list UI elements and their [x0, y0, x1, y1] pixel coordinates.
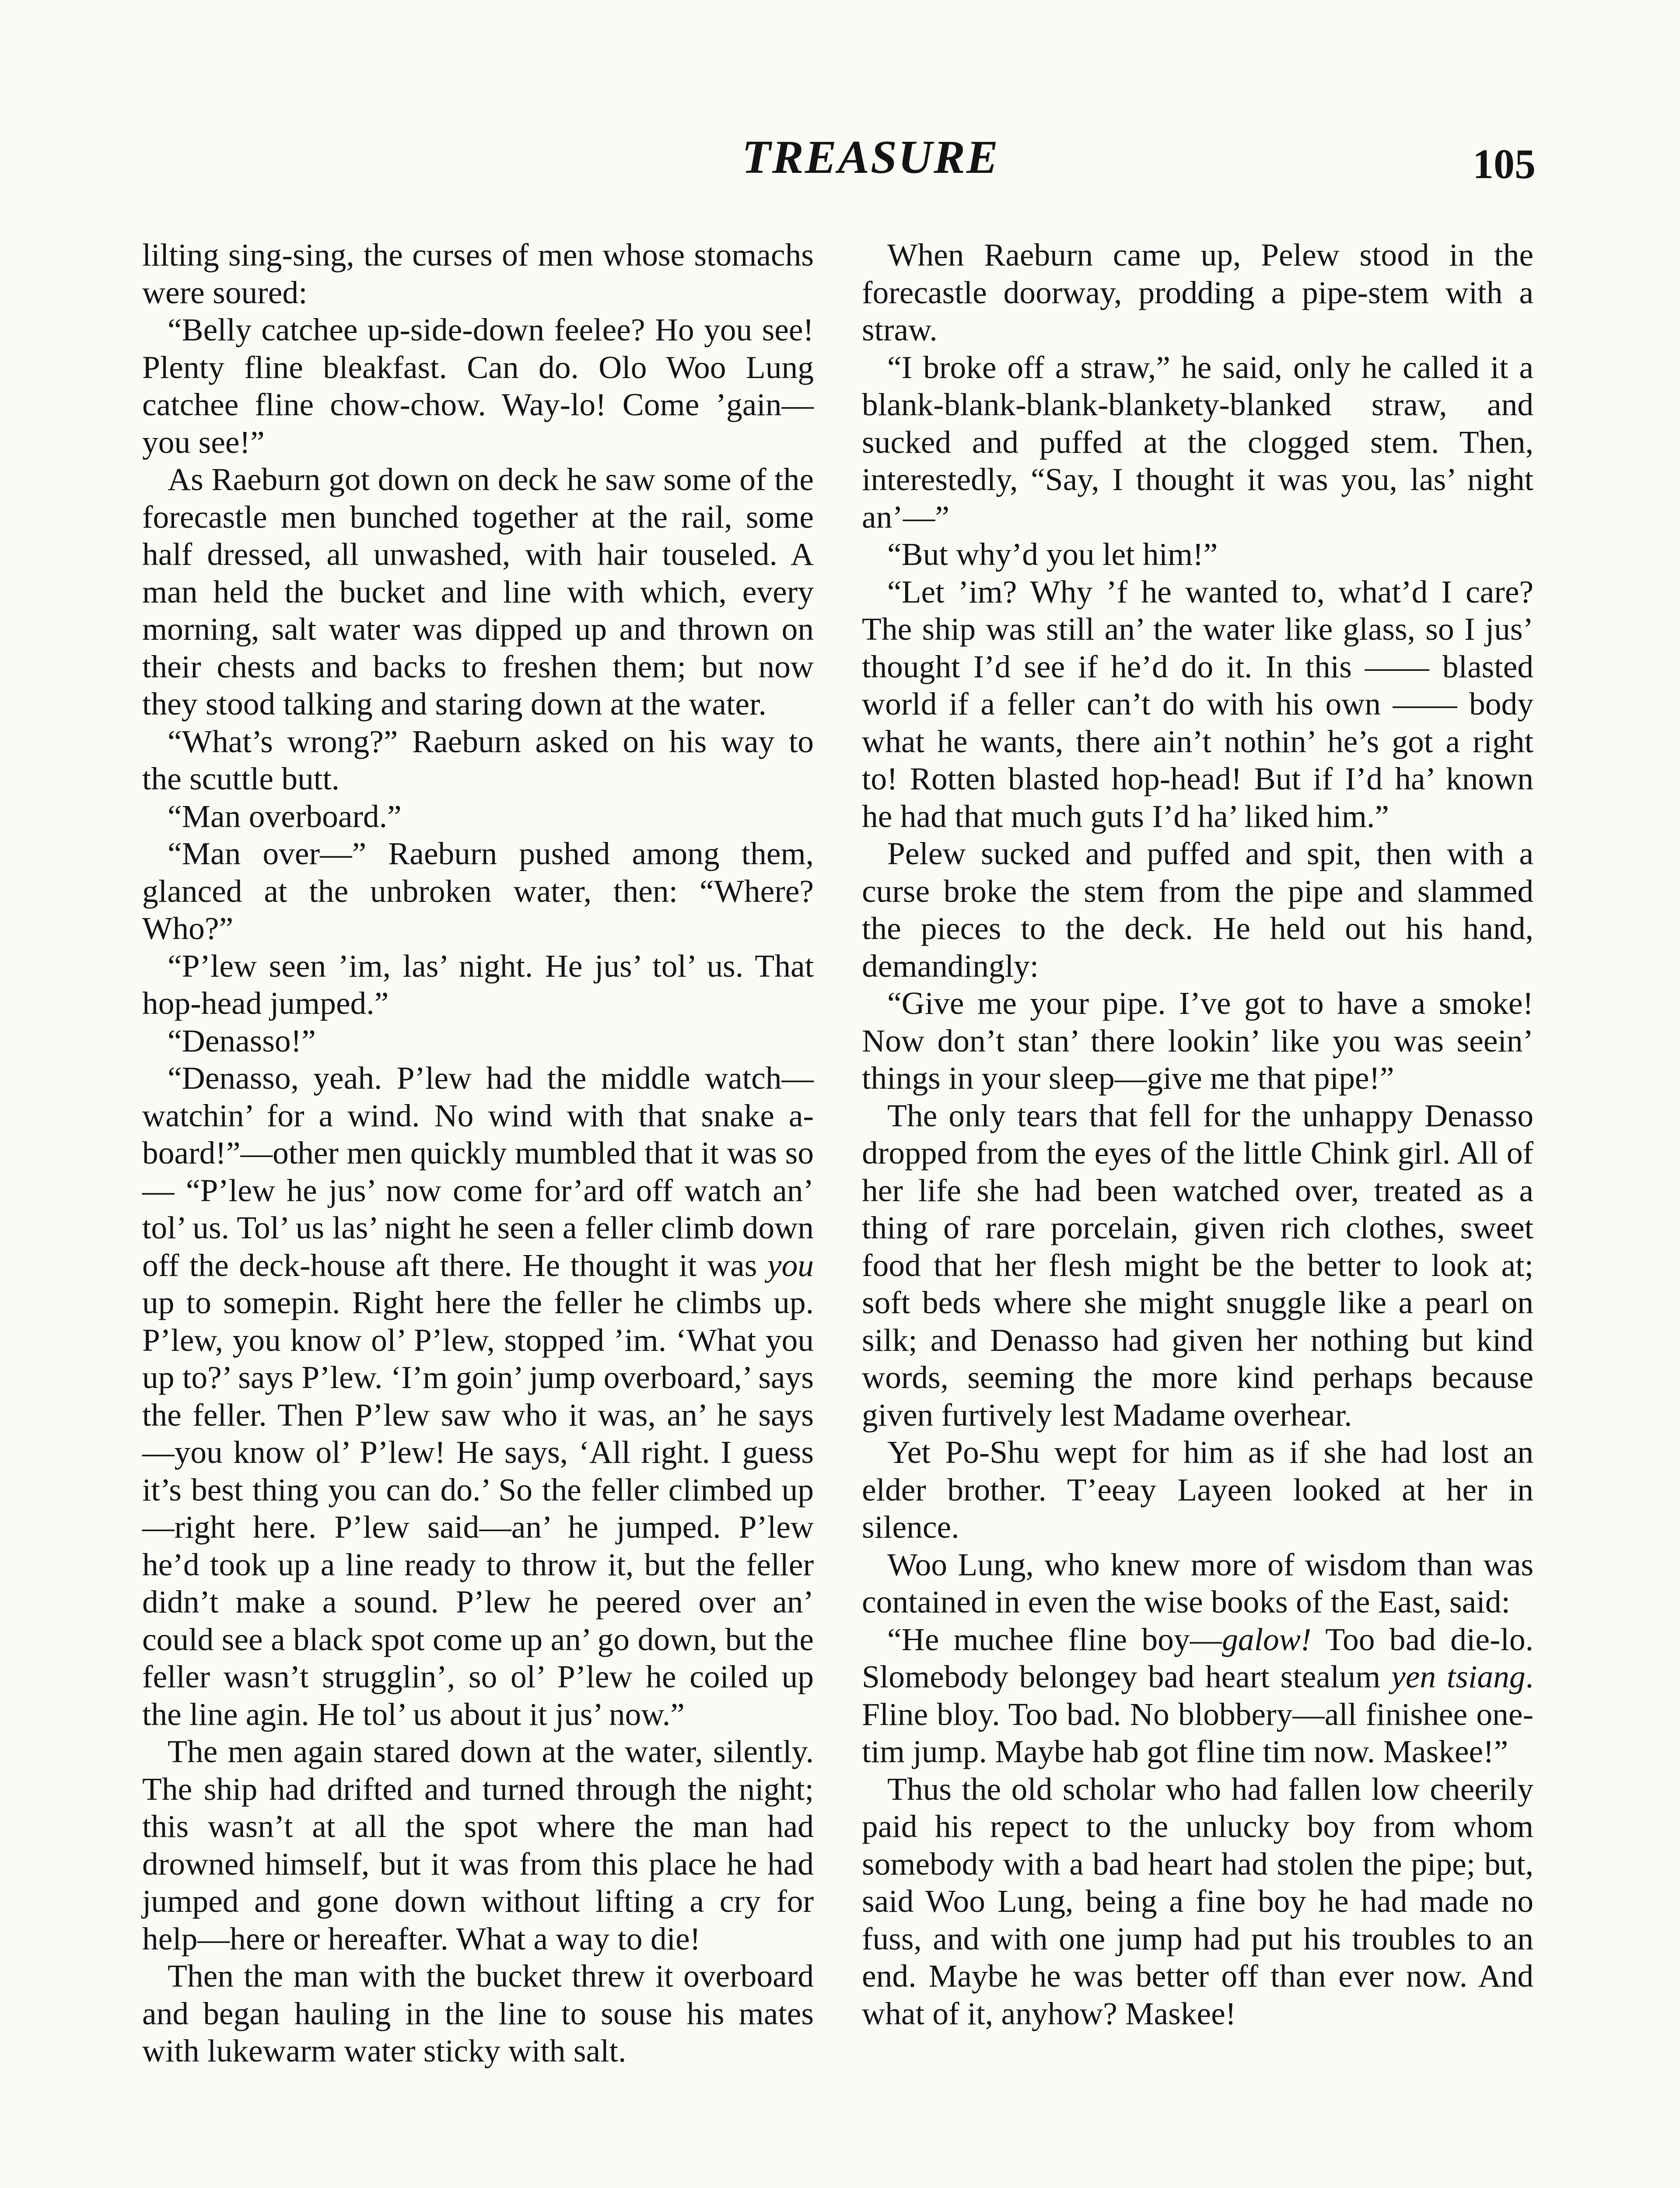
paragraph [142, 723, 814, 798]
text-run: The men again stared down at the water, silently. The ship had drifted and turned through the night; this wasn’t at all the spot where the man had drowned himself, but it was from this place he had jumped and gone down without lifting a cry for help—here or hereafter. What a way to die! [142, 1734, 814, 1957]
italic-text: yen tsiang [1391, 1659, 1526, 1694]
paragraph [862, 1621, 1533, 1771]
text-run: “Man over—” Raeburn pushed among them, glanced at the unbroken water, then: “Where? Who?” [142, 836, 814, 946]
text-run: “But why’d you let him!” [887, 536, 1218, 572]
text-run: Too bad die-lo. Slomebody belongey bad heart stealum [862, 1621, 1533, 1694]
paragraph [142, 798, 814, 835]
italic-text: galow! [1222, 1621, 1312, 1657]
paragraph [862, 1097, 1533, 1434]
page-header [0, 131, 1680, 201]
paragraph [142, 311, 814, 461]
text-run: lilting sing-sing, the curses of men whose stomachs were soured: [142, 237, 814, 310]
paragraph [142, 1957, 814, 2070]
paragraph [862, 835, 1533, 985]
text-run: “Belly catchee up-side-down feelee? Ho you see! Plenty fline bleakfast. Can do. Olo Woo Lung catchee fline chow-chow. Way-lo! Come ’gain—you see!” [142, 312, 814, 460]
text-run: Yet Po-Shu wept for him as if she had lost an elder brother. T’eeay Layeen looked at her in silence. [862, 1434, 1533, 1545]
text-column-left [142, 236, 814, 2070]
paragraph [142, 835, 814, 947]
text-run: . Fline bloy. Too bad. No blobbery—all finishee one-tim jump. Maybe hab got fline tim now. Maskee!” [862, 1659, 1533, 1769]
paragraph [862, 1434, 1533, 1546]
paragraph [142, 236, 814, 311]
text-run: “He muchee fline boy— [887, 1621, 1222, 1657]
paragraph [142, 1733, 814, 1957]
text-run: As Raeburn got down on deck he saw some of the forecastle men bunched together at the rail, some half dressed, all unwashed, with hair touseled. A man held the bucket and line with which, every morning, salt water was dipped up and thrown on their chests and backs to freshen them; but now they stood talking and staring down at the water. [142, 462, 814, 722]
paragraph [862, 236, 1533, 349]
paragraph [142, 947, 814, 1022]
paragraph [862, 573, 1533, 835]
paragraph [862, 349, 1533, 536]
text-run: “What’s wrong?” Raeburn asked on his way to the scuttle butt. [142, 723, 814, 796]
text-run: up to somepin. Right here the feller he climbs up. P’lew, you know ol’ P’lew, stopped ’im. ‘What you up to?’ says P’lew. ‘I’m goin’ jump overboard,’ says the feller. Then P’lew saw who it was, an’ he says—you know ol’ P’lew! He says, ‘All right. I guess it’s best thing you can do.’ So the feller climbed up—right here. P’lew said—an’ he jumped. P’lew he’d took up a line ready to throw it, but the feller didn’t make a sound. P’lew he peered over an’ could see a black spot come up an’ go down, but the feller wasn’t strugglin’, so ol’ P’lew he coiled up the line agin. He tol’ us about it jus’ now.” [142, 1285, 814, 1732]
paragraph [862, 985, 1533, 1097]
paragraph [142, 1022, 814, 1060]
text-run: “Denasso!” [168, 1023, 316, 1059]
paragraph [862, 536, 1533, 573]
text-run: “Let ’im? Why ’f he wanted to, what’d I care? The ship was still an’ the water like glass, so I jus’ thought I’d see if he’d do it. In this —— blasted world if a feller can’t do with his own —— body what he wants, there ain’t nothin’ he’s got a right to! Rotten blasted hop-head! But if I’d ha’ known he had that much guts I’d ha’ liked him.” [862, 574, 1533, 834]
paragraph [862, 1771, 1533, 2033]
paragraph [142, 1059, 814, 1733]
text-run: Woo Lung, who knew more of wisdom than was contained in even the wise books of the East, said: [862, 1546, 1533, 1620]
text-run: Thus the old scholar who had fallen low cheerily paid his repect to the unlucky boy from whom somebody with a bad heart had stolen the pipe; but, said Woo Lung, being a fine boy he had made no fuss, and with one jump had put his troubles to an end. Maybe he was better off than ever now. And what of it, anyhow? Maskee! [862, 1771, 1533, 2031]
paragraph [862, 1546, 1533, 1621]
paragraph [142, 461, 814, 723]
text-column-right [862, 236, 1533, 2032]
text-run: “Denasso, yeah. P’lew had the middle watch—watchin’ for a wind. No wind with that snake a-board!”—other men quickly mumbled that it was so— “P’lew he jus’ now come for’ard off watch an’ tol’ us. Tol’ us las’ night he seen a feller climb down off the deck-house aft there. He thought it was [142, 1060, 814, 1283]
text-run: The only tears that fell for the unhappy Denasso dropped from the eyes of the little Chink girl. All of her life she had been watched over, treated as a thing of rare porcelain, given rich clothes, sweet food that her flesh might be the better to look at; soft beds where she might snuggle like a pearl on silk; and Denasso had given her nothing but kind words, seeming the more kind perhaps because given furtively lest Madame overhear. [862, 1098, 1533, 1433]
text-run: “I broke off a straw,” he said, only he called it a blank-blank-blank-blankety-blanked straw, and sucked and puffed at the clogged stem. Then, interestedly, “Say, I thought it was you, las’ night an’—” [862, 349, 1533, 535]
running-title: TREASURE [742, 131, 1000, 183]
text-run: “Man overboard.” [168, 798, 402, 834]
text-run: “Give me your pipe. I’ve got to have a smoke! Now don’t stan’ there lookin’ like you was seein’ things in your sleep—give me that pipe!” [862, 985, 1533, 1096]
text-run: Pelew sucked and puffed and spit, then with a curse broke the stem from the pipe and slammed the pieces to the deck. He held out his hand, demandingly: [862, 836, 1533, 984]
text-run: Then the man with the bucket threw it overboard and began hauling in the line to souse his mates with lukewarm water sticky with salt. [142, 1958, 814, 2069]
page-number: 105 [1473, 140, 1536, 187]
text-run: When Raeburn came up, Pelew stood in the forecastle doorway, prodding a pipe-stem with a straw. [862, 237, 1533, 347]
italic-text: you [767, 1247, 814, 1283]
text-run: “P’lew seen ’im, las’ night. He jus’ tol’ us. That hop-head jumped.” [142, 948, 814, 1021]
